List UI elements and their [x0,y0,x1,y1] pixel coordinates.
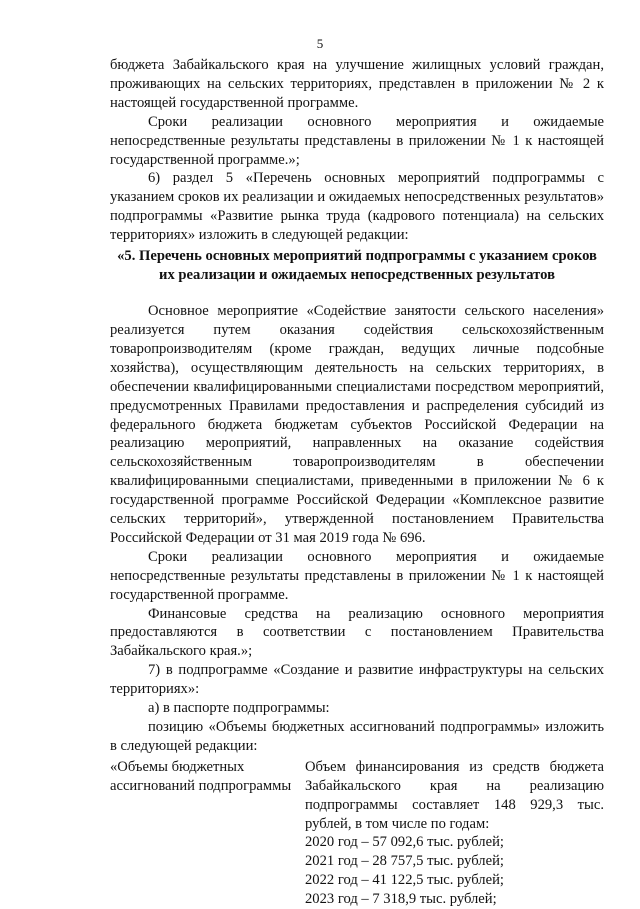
document-body [110,56,604,909]
paragraph-position: позицию «Объемы бюджетных ассигнований подпрограммы» изложить в следующей редакции: [110,719,604,754]
page-number: 5 [316,36,324,51]
table-year-2020: 2020 год – 57 092,6 тыс. рублей; [305,834,504,851]
table-year-2023: 2023 год – 7 318,9 тыс. рублей; [305,891,497,908]
paragraph-passport: а) в паспорте подпрограммы: [148,700,330,717]
paragraph-budget-housing: бюджета Забайкальского края на улучшение жилищных условий граждан, проживающих на сельских территориях, представлен в приложении № 2 к настоящей государственной программе. [110,57,604,111]
table-left-cell [110,758,305,909]
paragraph-main-activity: Основное мероприятие «Содействие занятости сельского населения» реализуется путем оказания содействия сельскохозяйственным товаропроизводителям (кроме граждан, ведущих личные подсобные хозяйства), осуществляющим деятельность на сельских территориях, в обеспечении квалифицированными специалистами посредством мероприятий, предусмотренных Правилами предоставления и распределения субсидий из федерального бюджета бюджетам субъектов Российской Федерации на реализацию мероприятий, направленных на оказание содействия сельскохозяйственным товаропроизводителям в обеспечении квалифицированными специалистами, приведенными в приложении № 6 к государственной программе Российской Федерации «Комплексное развитие сельских территорий», утвержденной постановлением Правительства Российской Федерации от 31 мая 2019 года № 696. [110,303,604,546]
paragraph-terms-1: Сроки реализации основного мероприятия и ожидаемые непосредственные результаты представлены в приложении № 1 к настоящей государственной программе.»; [110,113,604,168]
table-right-text: Объем финансирования из средств бюджета Забайкальского края на реализацию подпрограммы составляет 148 929,3 тыс. рублей, в том числе по годам: [305,758,604,832]
table-year-2022: 2022 год – 41 122,5 тыс. рублей; [305,872,504,889]
budget-allocation-table [110,758,604,909]
paragraph-subprogram-7: 7) в подпрограмме «Создание и развитие инфраструктуры на сельских территориях»: [110,662,604,698]
table-right-cell [305,758,604,909]
table-year-2021: 2021 год – 28 757,5 тыс. рублей; [305,853,504,870]
table-left-label: «Объемы бюджетных ассигнований подпрограммы [110,758,292,794]
paragraph-section-5-amendment: 6) раздел 5 «Перечень основных мероприятий подпрограммы с указанием сроков их реализации и ожидаемых непосредственных результатов» подпрограммы «Развитие рынка труда (кадрового потенциала) на сельских территориях» изложить в следующей редакции: [110,170,604,244]
paragraph-financing: Финансовые средства на реализацию основного мероприятия предоставляются в соответствии с постановлением Правительства Забайкальского края.»; [110,605,604,660]
section-heading: «5. Перечень основных мероприятий подпрограммы с указанием сроков их реализации и ожидаемых непосредственных результатов [117,248,597,283]
paragraph-terms-2: Сроки реализации основного мероприятия и ожидаемые непосредственные результаты представлены в приложении № 1 к настоящей государственной программе. [110,548,604,603]
